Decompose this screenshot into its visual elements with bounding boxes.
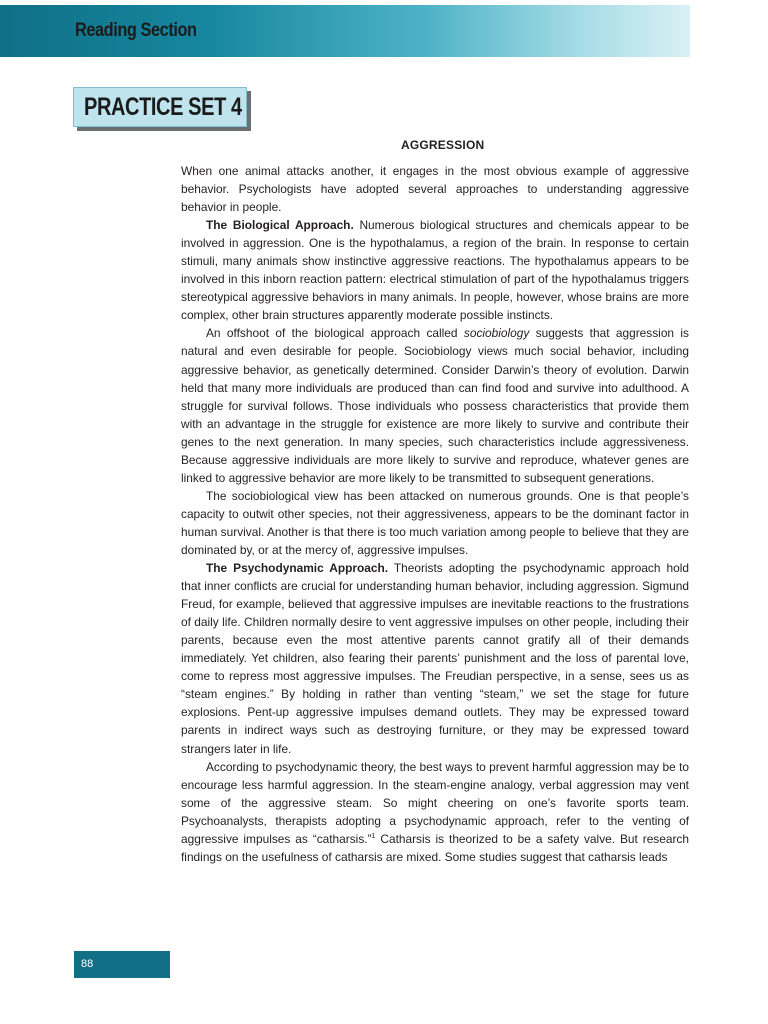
footnote-marker[interactable]: 1 <box>371 832 376 840</box>
practice-set-label: PRACTICE SET 4 <box>84 93 242 121</box>
paragraph-psychodynamic-text: Theorists adopting the psychodynamic approach hold that inner conflicts are crucial for understanding human behavior, including aggression. Sigmund Freud, for example, believed that aggressive impulses are inevitable reactions to the frustrations of daily life. Children normally desire to vent aggressive impulses on other people, including their parents, because even the most attentive parents cannot gratify all of their demands immediately. Yet children, also fearing their parents’ punishment and the loss of parental love, come to repress most aggressive impulses. The Freudian perspective, in a sense, sees us as “steam engines.” By holding in rather than venting “steam,” we set the stage for future explosions. Pent-up aggressive impulses demand outlets. They may be expressed toward parents in indirect ways such as destroying furniture, or they may be expressed toward strangers later in life. <box>181 561 689 756</box>
section-title: Reading Section <box>75 20 197 41</box>
paragraph-biological <box>181 216 689 324</box>
paragraph-sociobiology-end: suggests that aggression is natural and even desirable for people. Sociobiology views much social behavior, including aggressive behavior, as genetically determined. Consider Darwin’s theory of evolution. Darwin held that many more individuals are produced than can find food and survive into adulthood. A struggle for survival follows. Those individuals who possess characteristics that provide them with an advantage in the struggle for existence are more likely to survive and contribute their genes to the next generation. In many species, such characteristics include aggressiveness. Because aggressive individuals are more likely to survive and reproduce, whatever genes are linked to aggressive behavior are more likely to be transmitted to subsequent generations. <box>181 326 689 485</box>
paragraph-intro: When one animal attacks another, it engages in the most obvious example of aggressive behavior. Psychologists have adopted several approaches to understanding aggressive behavior in people. <box>181 164 689 215</box>
paragraph-sociobiology <box>181 324 689 486</box>
paragraph-sociobiology-start: An offshoot of the biological approach called <box>206 326 464 341</box>
page-number-box <box>74 951 170 978</box>
page-number: 88 <box>81 958 94 970</box>
paragraph-attack: The sociobiological view has been attacked on numerous grounds. One is that people’s capacity to outwit other species, not their aggressiveness, appears to be the dominant factor in human survival. Another is that there is too much variation among people to believe that they are dominated by, or at the mercy of, aggressive impulses. <box>181 488 689 557</box>
paragraph-catharsis <box>181 758 689 866</box>
paragraph-psychodynamic <box>181 559 689 758</box>
paragraph-catharsis-start: According to psychodynamic theory, the best ways to prevent harmful aggression may be to encourage less harmful aggression. In the steam-engine analogy, verbal aggression may vent some of the aggressive steam. So might cheering on one’s favorite sports team. Psychoanalysts, therapists adopting a psychodynamic approach, refer to the venting of aggressive impulses as “catharsis.” <box>181 759 689 846</box>
heading-psychodynamic: The Psychodynamic Approach. <box>206 561 389 576</box>
term-sociobiology: sociobiology <box>463 326 530 341</box>
heading-biological: The Biological Approach. <box>206 218 354 233</box>
paragraph-catharsis-end: Catharsis is theorized to be a safety valve. But research findings on the usefulness of catharsis are mixed. Some studies suggest that catharsis leads <box>181 831 689 864</box>
practice-set-box <box>73 87 247 127</box>
article-body <box>181 162 689 866</box>
paragraph-biological-text: Numerous biological structures and chemicals appear to be involved in aggression. One is the hypothalamus, a region of the brain. In response to certain stimuli, many animals show instinctive aggressive reactions. The hypothalamus appears to be involved in this inborn reaction pattern: electrical stimulation of part of the hypothalamus triggers stereotypical aggressive behaviors in many animals. In people, however, whose brains are more complex, other brain structures apparently moderate possible instincts. <box>181 218 689 323</box>
article-title: AGGRESSION <box>401 138 485 152</box>
